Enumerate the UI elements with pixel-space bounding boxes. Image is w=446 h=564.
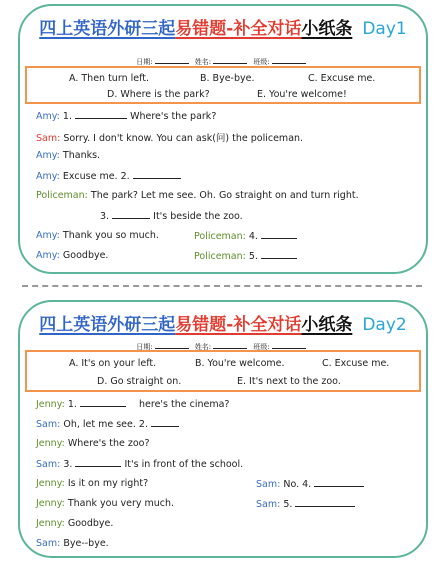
blank-number: 1. bbox=[67, 399, 77, 410]
speaker-sam: Sam: bbox=[36, 459, 61, 470]
speaker-jenny: Jenny: bbox=[36, 399, 65, 410]
speaker-sam: Sam: bbox=[36, 133, 61, 144]
option-b: B. You're welcome. bbox=[195, 358, 285, 369]
line-text: It's in front of the school. bbox=[124, 459, 244, 470]
line-text: Sorry. I don't know. You can ask(问) the policeman. bbox=[63, 133, 304, 144]
dialogue-line-7 bbox=[36, 518, 113, 529]
date-blank[interactable] bbox=[155, 340, 189, 349]
dialogue-line-1 bbox=[36, 398, 229, 410]
line-text: Where's the zoo? bbox=[67, 438, 150, 449]
speaker-jenny: Jenny: bbox=[36, 498, 65, 509]
dialogue-line-1 bbox=[36, 110, 216, 122]
line-text: It's beside the zoo. bbox=[153, 211, 243, 222]
cut-line-divider bbox=[22, 285, 422, 287]
speaker-sam: Sam: bbox=[256, 499, 281, 510]
answer-blank-4[interactable] bbox=[261, 230, 297, 239]
card-title bbox=[20, 314, 426, 336]
dialogue-line-3 bbox=[36, 438, 150, 449]
answer-blank-3[interactable] bbox=[75, 458, 121, 467]
option-c: C. Excuse me. bbox=[322, 358, 390, 369]
blank-number: 1. bbox=[62, 111, 72, 122]
title-part-note: 小纸条 bbox=[301, 315, 353, 335]
options-box bbox=[25, 66, 421, 104]
blank-number: 4. bbox=[248, 231, 258, 242]
blank-number: 5. bbox=[283, 499, 293, 510]
dialogue-line-7 bbox=[36, 230, 159, 241]
line-text: Is it on my right? bbox=[67, 478, 149, 489]
dialogue-line-3 bbox=[36, 150, 100, 161]
worksheet-card-day2 bbox=[18, 300, 428, 558]
line-text: here's the cinema? bbox=[139, 399, 230, 410]
dialogue-line-5 bbox=[36, 190, 359, 201]
date-blank[interactable] bbox=[155, 55, 189, 64]
answer-blank-3[interactable] bbox=[112, 210, 150, 219]
option-e: E. You're welcome! bbox=[257, 89, 347, 100]
line-text: Oh, let me see. 2. bbox=[63, 419, 148, 430]
line-text: Excuse me. 2. bbox=[62, 171, 130, 182]
title-part-topic: 易错题-补全对话 bbox=[175, 19, 302, 39]
date-label: 日期: bbox=[136, 58, 153, 66]
options-box bbox=[25, 350, 421, 392]
answer-blank-5[interactable] bbox=[295, 498, 355, 507]
answer-blank-2[interactable] bbox=[151, 418, 179, 427]
name-label: 姓名: bbox=[194, 58, 212, 66]
option-e: E. It's next to the zoo. bbox=[237, 376, 341, 387]
dialogue-line-5 bbox=[36, 478, 148, 489]
title-part-topic: 易错题-补全对话 bbox=[175, 315, 302, 335]
dialogue-line-2 bbox=[36, 130, 303, 144]
line-text: Thank you so much. bbox=[62, 230, 159, 241]
speaker-amy: Amy: bbox=[36, 171, 60, 182]
speaker-amy: Amy: bbox=[36, 250, 60, 261]
day-label: Day1 bbox=[362, 19, 407, 39]
speaker-jenny: Jenny: bbox=[36, 438, 65, 449]
dialogue-line-6b bbox=[256, 498, 355, 510]
dialogue-line-8 bbox=[36, 250, 108, 261]
speaker-amy: Amy: bbox=[36, 111, 60, 122]
blank-number: 5. bbox=[248, 251, 258, 262]
dialogue-line-8 bbox=[36, 538, 109, 549]
line-text: Goodbye. bbox=[67, 518, 114, 529]
dialogue-line-4 bbox=[36, 170, 181, 182]
line-text: The park? Let me see. Oh. Go straight on and turn right. bbox=[90, 190, 359, 201]
class-label: 班级: bbox=[253, 58, 270, 66]
speaker-policeman: Policeman: bbox=[36, 190, 88, 201]
dialogue-line-8b bbox=[194, 250, 297, 262]
speaker-sam: Sam: bbox=[36, 419, 61, 430]
speaker-amy: Amy: bbox=[36, 230, 60, 241]
speaker-sam: Sam: bbox=[256, 479, 281, 490]
answer-blank-1[interactable] bbox=[75, 110, 127, 119]
dialogue-line-5b bbox=[256, 478, 364, 490]
title-part-note: 小纸条 bbox=[301, 19, 353, 39]
line-text: Thanks. bbox=[62, 150, 101, 161]
speaker-policeman: Policeman: bbox=[194, 251, 246, 262]
line-text: Goodbye. bbox=[62, 250, 109, 261]
date-label: 日期: bbox=[136, 343, 153, 351]
option-b: B. Bye-bye. bbox=[200, 73, 255, 84]
name-label: 姓名: bbox=[194, 343, 212, 351]
title-part-course: 四上英语外研三起 bbox=[39, 19, 176, 39]
card-title bbox=[20, 18, 426, 40]
answer-blank-4[interactable] bbox=[314, 478, 364, 487]
option-d: D. Go straight on. bbox=[97, 376, 182, 387]
worksheet-card-day1 bbox=[18, 4, 428, 274]
option-d: D. Where is the park? bbox=[107, 89, 210, 100]
dialogue-line-6 bbox=[100, 210, 243, 222]
line-text: No. 4. bbox=[283, 479, 312, 490]
dialogue-line-2 bbox=[36, 418, 179, 430]
dialogue-line-7b bbox=[194, 230, 297, 242]
dialogue-line-6 bbox=[36, 498, 174, 509]
name-blank[interactable] bbox=[213, 340, 247, 349]
name-blank[interactable] bbox=[213, 55, 247, 64]
class-blank[interactable] bbox=[272, 55, 306, 64]
speaker-sam: Sam: bbox=[36, 538, 61, 549]
title-part-course: 四上英语外研三起 bbox=[39, 315, 176, 335]
speaker-jenny: Jenny: bbox=[36, 518, 65, 529]
class-label: 班级: bbox=[253, 343, 270, 351]
line-text: Where's the park? bbox=[130, 111, 217, 122]
dialogue-line-4 bbox=[36, 458, 243, 470]
class-blank[interactable] bbox=[272, 340, 306, 349]
line-text: Thank you very much. bbox=[67, 498, 175, 509]
speaker-jenny: Jenny: bbox=[36, 478, 65, 489]
day-label: Day2 bbox=[362, 315, 407, 335]
answer-blank-5[interactable] bbox=[261, 250, 297, 259]
option-a: A. It's on your left. bbox=[69, 358, 157, 369]
blank-number: 3. bbox=[63, 459, 73, 470]
speaker-policeman: Policeman: bbox=[194, 231, 246, 242]
speaker-amy: Amy: bbox=[36, 150, 60, 161]
blank-number: 3. bbox=[100, 211, 110, 222]
option-c: C. Excuse me. bbox=[308, 73, 376, 84]
option-a: A. Then turn left. bbox=[69, 73, 150, 84]
answer-blank-2[interactable] bbox=[133, 170, 181, 179]
line-text: Bye--bye. bbox=[63, 538, 109, 549]
answer-blank-1[interactable] bbox=[80, 398, 126, 407]
